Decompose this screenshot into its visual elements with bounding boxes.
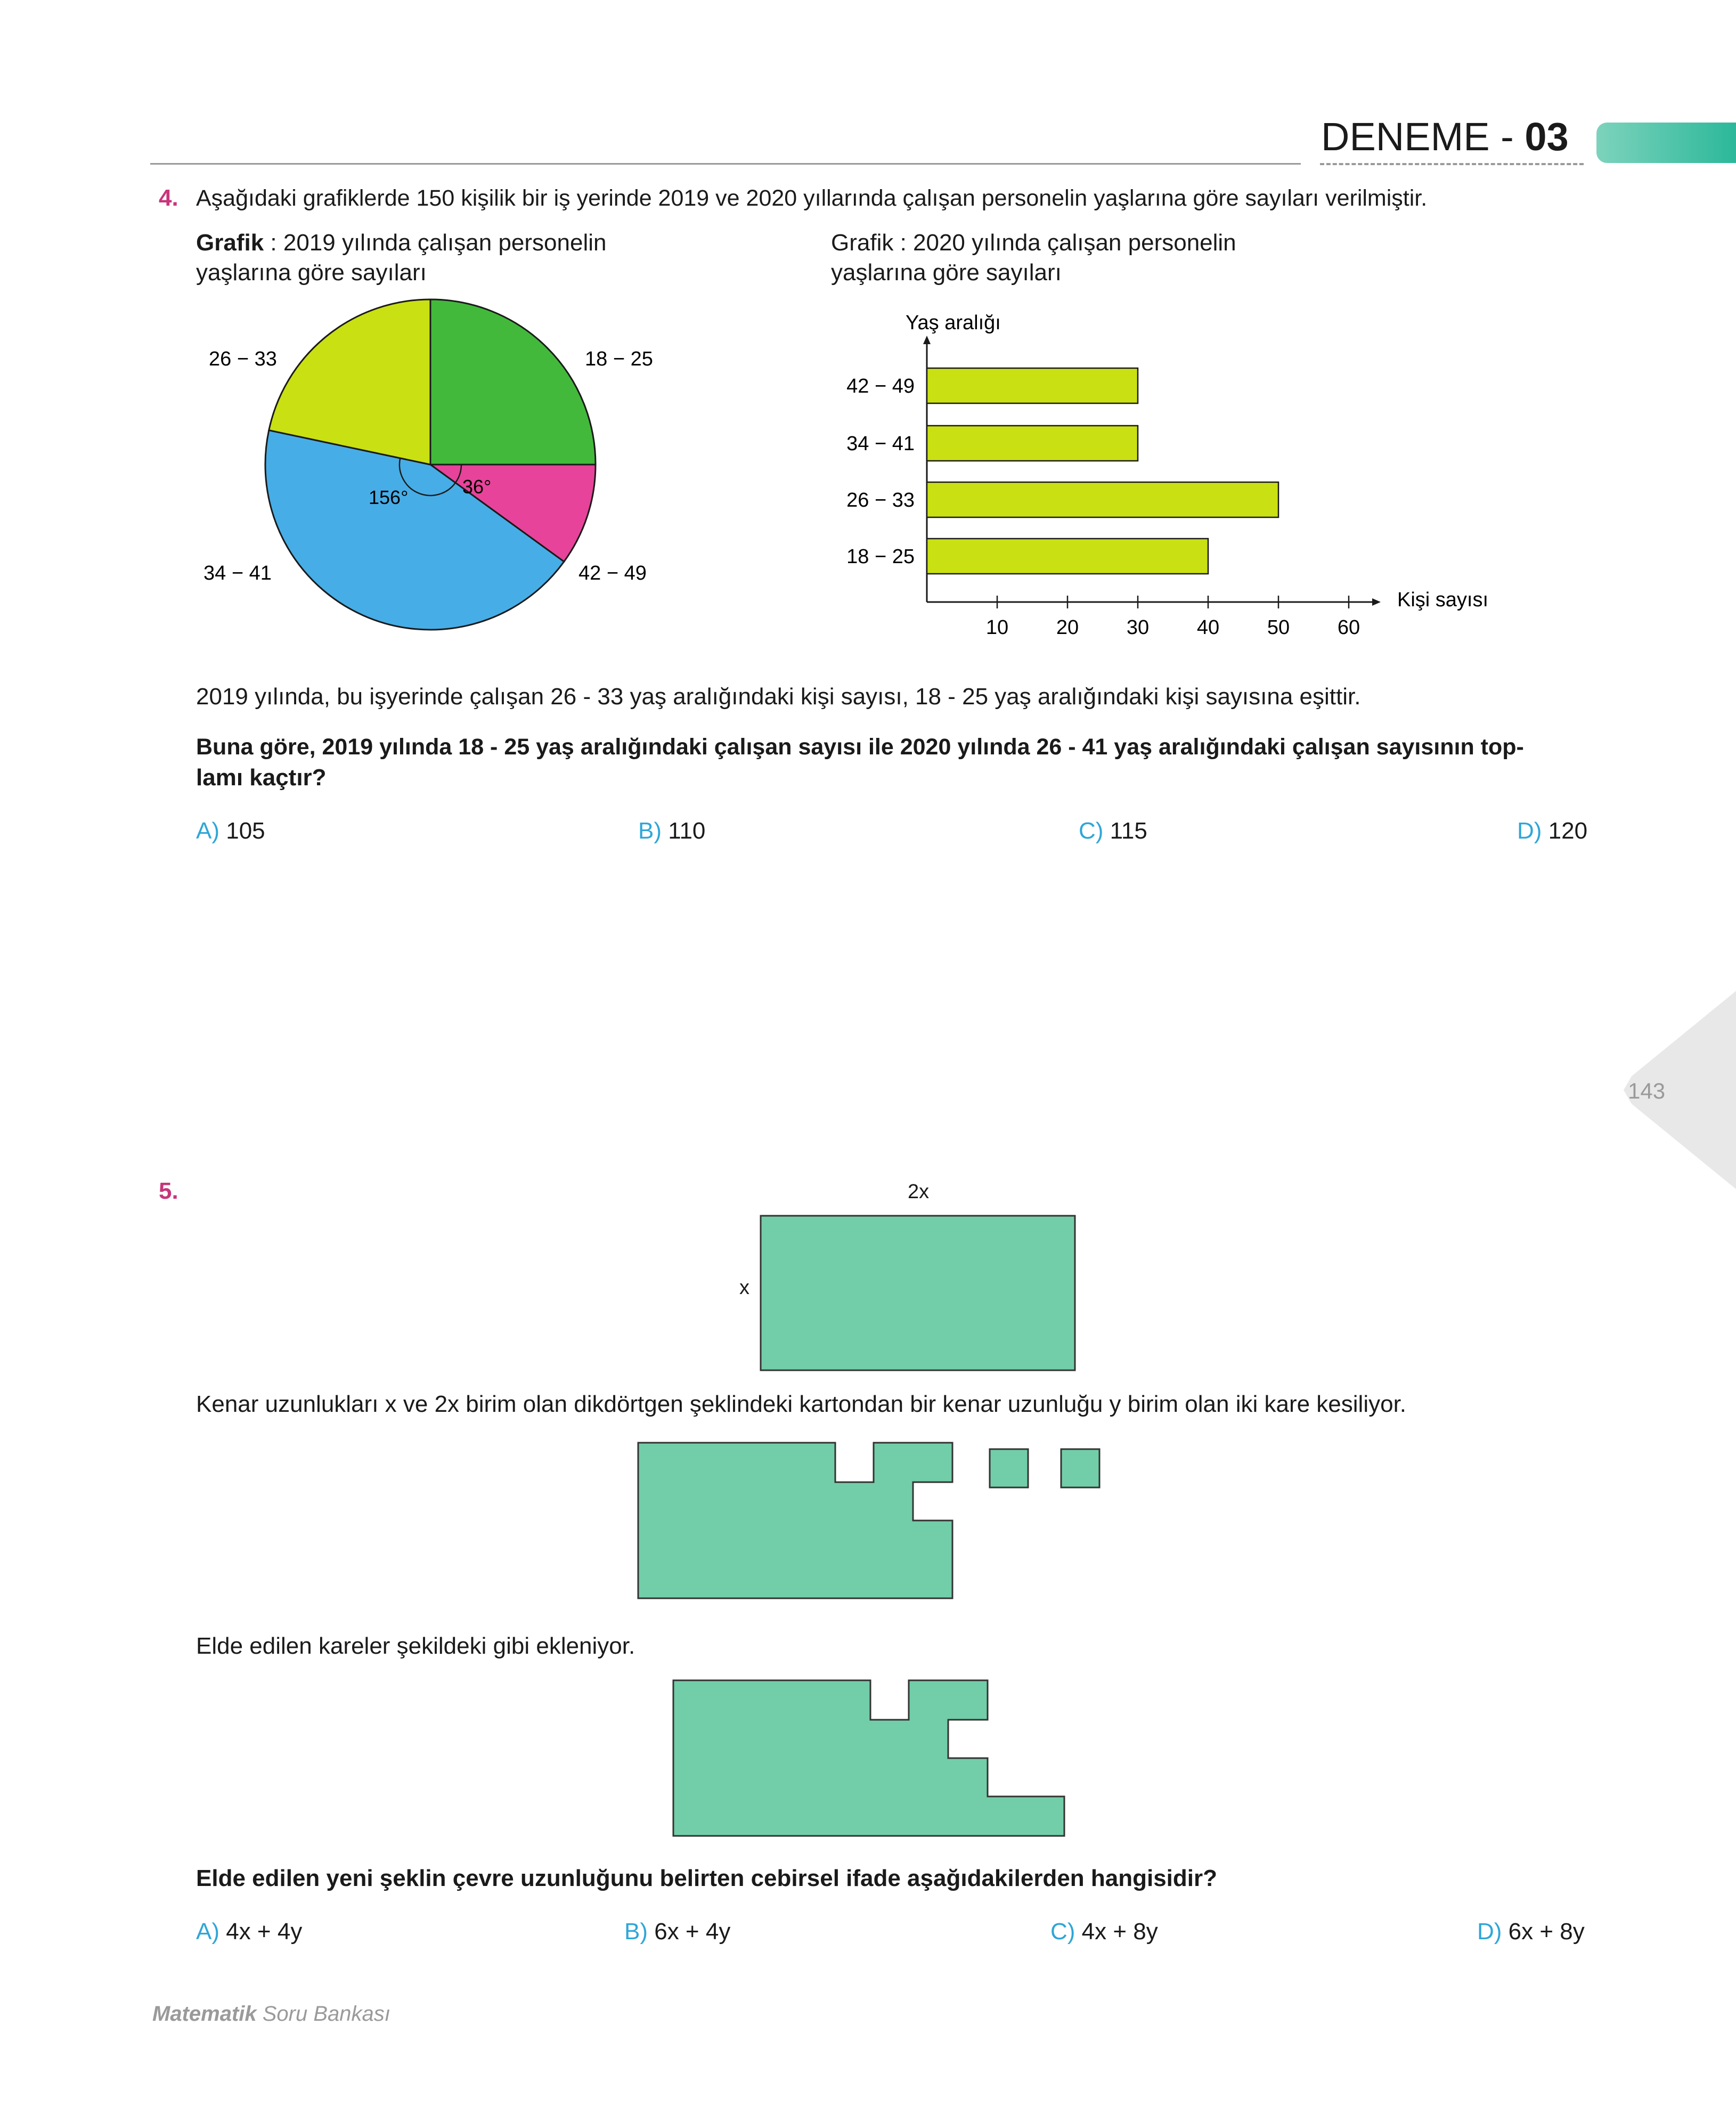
q4-question-line2: lamı kaçtır? [196, 765, 327, 791]
bar-xlabel: Kişi sayısı [1397, 589, 1489, 611]
graph1-title-line1 [196, 228, 606, 258]
bar-category-label: 42 − 49 [846, 375, 915, 397]
q5-option-a-text: 4x + 4y [226, 1918, 303, 1945]
footer-brand-name: Matematik [152, 2002, 257, 2026]
header-dashed-rule [1320, 163, 1584, 165]
page-number-tab [1608, 991, 1736, 1189]
q5-option-b-text: 6x + 4y [654, 1918, 731, 1945]
bar-xtick-label: 20 [1056, 616, 1079, 639]
pie-label-18-25: 18 − 25 [585, 348, 653, 370]
graph1-title-prefix: Grafik [196, 230, 264, 256]
q4-option-b[interactable] [638, 816, 705, 846]
pie-angle-36: 36° [462, 476, 492, 498]
q4-option-a[interactable] [196, 816, 265, 846]
q4-question-line1: Buna göre, 2019 yılında 18 - 25 yaş aralığındaki çalışan sayısı ile 2020 yılında 26 - 41 yaş aralığındaki çalışan sayısının top- [196, 734, 1524, 760]
pie-slice-18-25 [430, 299, 596, 465]
page-title-number: 03 [1525, 115, 1569, 159]
q5-option-a-letter: A) [196, 1918, 219, 1945]
q5-text1: Kenar uzunlukları x ve 2x birim olan dikdörtgen şeklindeki kartondan bir kenar uzunluğu y birim olan iki kare kesiliyor. [196, 1391, 1407, 1417]
bar-category-label: 34 − 41 [846, 433, 915, 455]
q4-option-d-letter: D) [1517, 818, 1542, 844]
graph1-title-rest: : 2019 yılında çalışan personelin [264, 230, 607, 256]
q4-option-c-letter: C) [1079, 818, 1104, 844]
q5-question: Elde edilen yeni şeklin çevre uzunluğunu belirten cebirsel ifade aşağıdakilerden hangisidir? [196, 1865, 1218, 1891]
q5-option-a[interactable] [196, 1917, 302, 1947]
q4-option-c-text: 115 [1110, 818, 1147, 844]
pie-label-34-41: 34 − 41 [203, 562, 272, 584]
q5-shape-rectangle [756, 1209, 1076, 1375]
header-accent-tab [1596, 123, 1736, 163]
bar-18-25 [927, 539, 1208, 574]
q5-option-d-text: 6x + 8y [1508, 1918, 1585, 1945]
q5-option-b[interactable] [624, 1917, 730, 1947]
q4-option-b-text: 110 [668, 818, 706, 844]
q4-option-d-text: 120 [1548, 818, 1588, 844]
bar-xtick-label: 30 [1126, 616, 1150, 639]
pie-label-42-49: 42 − 49 [578, 562, 647, 584]
graph2-title-line1: Grafik : 2020 yılında çalışan personelin [831, 230, 1236, 256]
q5-option-c[interactable] [1050, 1917, 1158, 1947]
q4-number: 4. [159, 185, 178, 211]
q4-option-d[interactable] [1517, 816, 1587, 846]
q5-shape-cut [629, 1433, 1108, 1609]
page-number: 143 [1628, 1078, 1666, 1103]
bar-ylabel: Yaş aralığı [906, 312, 1001, 334]
q5-option-c-text: 4x + 8y [1081, 1918, 1158, 1945]
q5-option-d[interactable] [1477, 1917, 1585, 1947]
graph2-title-line2: yaşlarına göre sayıları [831, 259, 1062, 286]
bar-xtick-label: 10 [985, 616, 1009, 639]
q5-option-c-letter: C) [1050, 1918, 1075, 1945]
footer-brand-subtitle: Soru Bankası [262, 2002, 390, 2026]
bar-42-49 [927, 368, 1138, 403]
pie-label-26-33: 26 − 33 [209, 348, 277, 370]
q5-number: 5. [159, 1178, 178, 1204]
q5-text2: Elde edilen kareler şekildeki gibi ekleniyor. [196, 1633, 635, 1659]
q4-stem: Aşağıdaki grafiklerde 150 kişilik bir iş yerinde 2019 ve 2020 yıllarında çalışan personelin yaşlarına göre sayıları verilmiştir. [196, 185, 1428, 211]
pie-chart [192, 288, 682, 650]
bar-xtick-label: 60 [1337, 616, 1360, 639]
bar-xtick-label: 40 [1196, 616, 1220, 639]
footer-brand [152, 2000, 390, 2028]
graph1-title-line2: yaşlarına göre sayıları [196, 259, 427, 286]
bar-chart [820, 304, 1513, 655]
bar-category-label: 18 − 25 [846, 546, 915, 568]
bar-34-41 [927, 426, 1138, 461]
q5-option-b-letter: B) [624, 1918, 648, 1945]
bar-xtick-label: 50 [1267, 616, 1290, 639]
cut-square-1 [990, 1449, 1028, 1487]
cut-square-2 [1061, 1449, 1099, 1487]
pie-angle-156: 156° [369, 486, 409, 508]
q5-shape-result [666, 1673, 1076, 1843]
page-title-text: DENEME - [1321, 115, 1525, 159]
q4-option-a-letter: A) [196, 818, 219, 844]
q4-option-b-letter: B) [638, 818, 662, 844]
bar-26-33 [927, 482, 1278, 517]
bar-category-label: 26 − 33 [846, 489, 915, 511]
q4-option-a-text: 105 [226, 818, 265, 844]
q5-label-x: x [739, 1276, 749, 1299]
q5-label-2x: 2x [908, 1181, 930, 1203]
q4-option-c[interactable] [1079, 816, 1147, 846]
q5-option-d-letter: D) [1477, 1918, 1502, 1945]
page-title [1321, 113, 1569, 161]
q4-info: 2019 yılında, bu işyerinde çalışan 26 - 33 yaş aralığındaki kişi sayısı, 18 - 25 yaş aralığındaki kişi sayısına eşittir. [196, 684, 1361, 710]
header-rule [150, 163, 1301, 165]
